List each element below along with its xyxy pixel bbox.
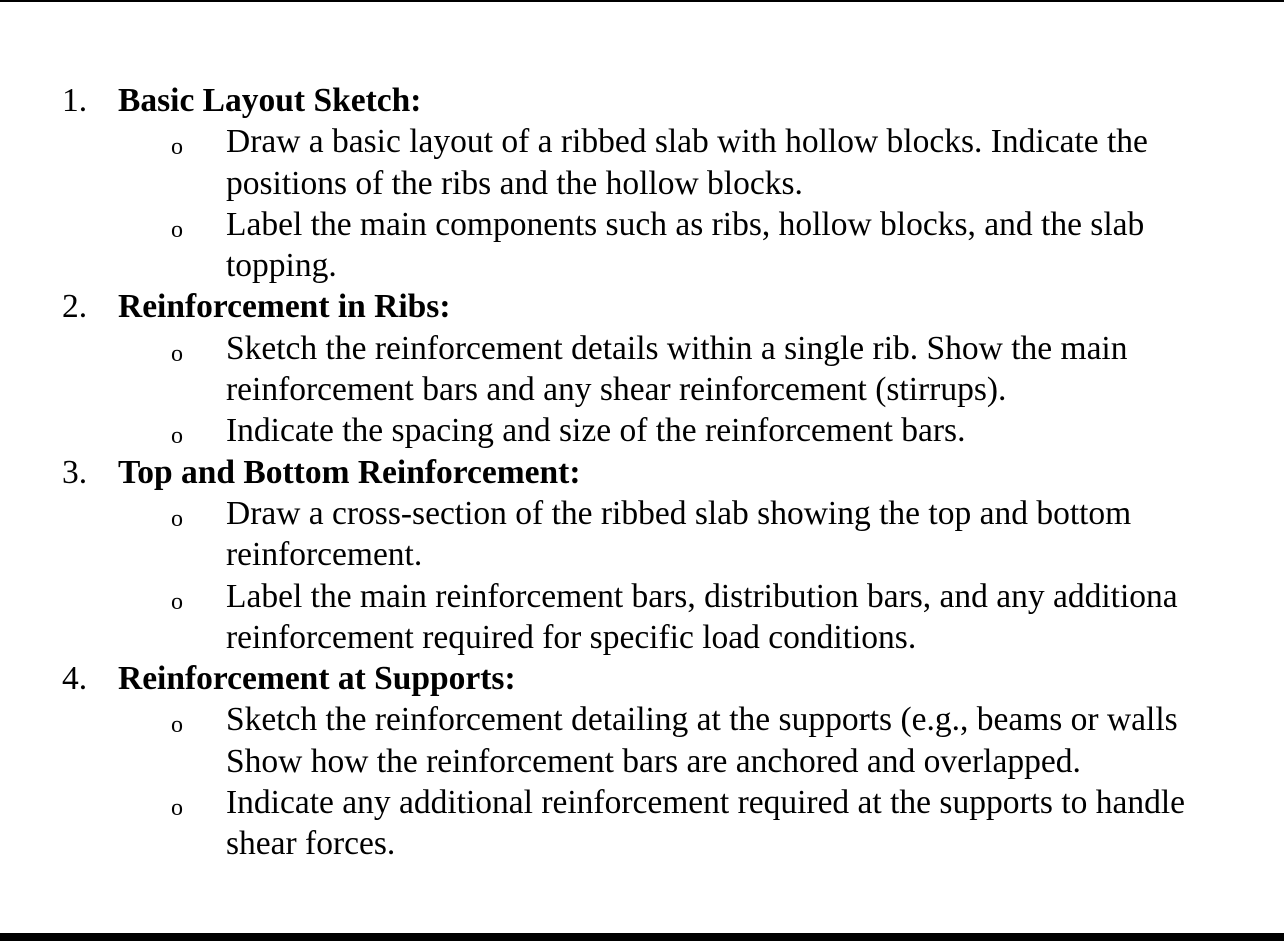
sub-item-line: reinforcement bars and any shear reinforcement (stirrups). bbox=[226, 371, 1007, 409]
bullet-icon: o bbox=[171, 340, 183, 367]
list-item-4 bbox=[0, 658, 1284, 864]
bottom-border-bar bbox=[0, 933, 1284, 941]
sub-item-line: Draw a cross-section of the ribbed slab showing the top and bottom bbox=[226, 494, 1132, 532]
item-title: Basic Layout Sketch: bbox=[118, 82, 422, 119]
item-number: 3. bbox=[62, 453, 88, 491]
sub-item bbox=[0, 121, 1284, 204]
item-title: Reinforcement at Supports: bbox=[118, 660, 516, 698]
bullet-icon: o bbox=[171, 588, 183, 615]
sub-item bbox=[0, 410, 1284, 451]
sub-item bbox=[0, 328, 1284, 411]
bullet-icon: o bbox=[171, 712, 183, 739]
sub-item-line: Sketch the reinforcement details within a single rib. Show the main bbox=[226, 329, 1128, 367]
sub-item-line: topping. bbox=[226, 247, 337, 285]
sub-item-line: Show how the reinforcement bars are anchored and overlapped. bbox=[226, 742, 1081, 780]
sub-item bbox=[0, 699, 1284, 782]
bullet-icon: o bbox=[171, 423, 183, 450]
sub-item bbox=[0, 782, 1284, 865]
top-border-line bbox=[0, 0, 1284, 2]
bullet-icon: o bbox=[171, 505, 183, 532]
numbered-list bbox=[0, 80, 1284, 865]
sub-item-line: reinforcement. bbox=[226, 536, 423, 574]
item-number: 2. bbox=[62, 288, 88, 326]
item-title: Top and Bottom Reinforcement: bbox=[118, 453, 581, 491]
bullet-icon: o bbox=[171, 134, 183, 161]
item-number: 4. bbox=[62, 660, 88, 698]
sub-item-line: reinforcement required for specific load conditions. bbox=[226, 618, 917, 656]
bullet-icon: o bbox=[171, 216, 183, 243]
list-item-3 bbox=[0, 452, 1284, 658]
sub-item-line: Indicate the spacing and size of the reinforcement bars. bbox=[226, 412, 966, 450]
sub-item-line: Sketch the reinforcement detailing at the supports (e.g., beams or walls bbox=[226, 701, 1178, 739]
sub-item-line: positions of the ribs and the hollow blocks. bbox=[226, 164, 803, 202]
list-item-1 bbox=[0, 80, 1284, 286]
sub-item bbox=[0, 493, 1284, 576]
bullet-icon: o bbox=[171, 795, 183, 822]
sub-item bbox=[0, 204, 1284, 287]
sub-item-line: Draw a basic layout of a ribbed slab with hollow blocks. Indicate the bbox=[226, 123, 1148, 161]
item-number: 1. bbox=[62, 82, 88, 119]
item-title: Reinforcement in Ribs: bbox=[118, 288, 451, 326]
sub-item bbox=[0, 576, 1284, 659]
list-item-2 bbox=[0, 286, 1284, 451]
sub-item-line: shear forces. bbox=[226, 825, 396, 863]
sub-item-line: Label the main reinforcement bars, distribution bars, and any additiona bbox=[226, 577, 1178, 615]
sub-item-line: Label the main components such as ribs, hollow blocks, and the slab bbox=[226, 205, 1145, 243]
sub-item-line: Indicate any additional reinforcement required at the supports to handle bbox=[226, 784, 1186, 822]
